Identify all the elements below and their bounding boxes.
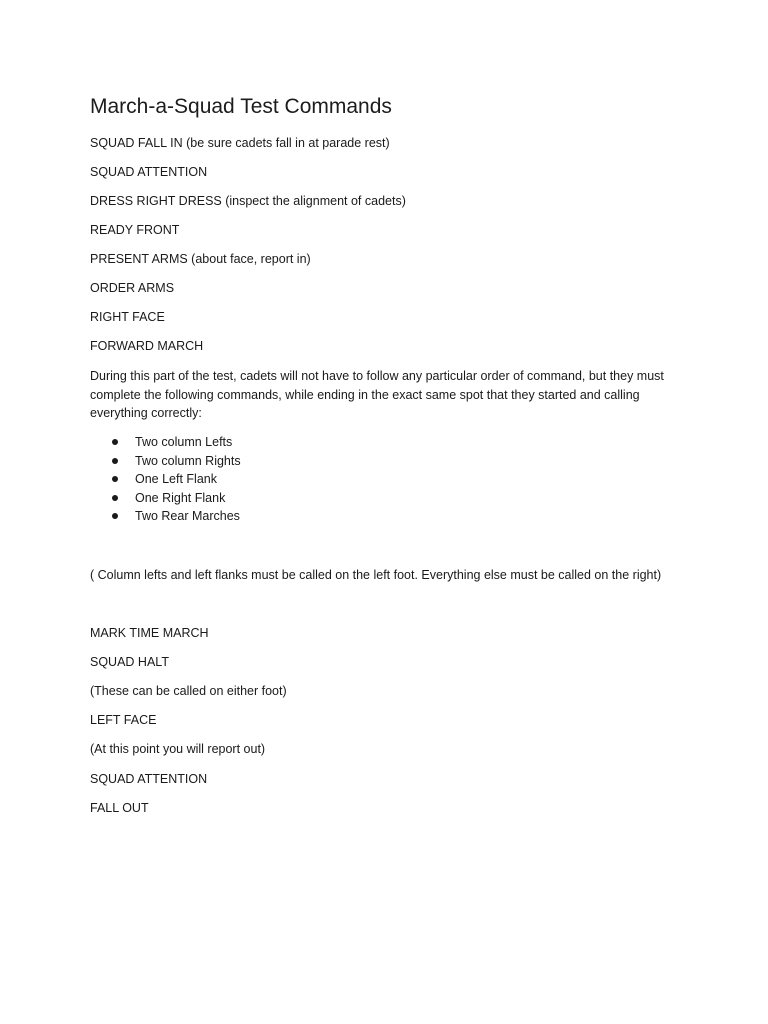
bullet-icon — [112, 476, 118, 482]
command-right-face: RIGHT FACE — [90, 310, 165, 324]
command-fall-out: FALL OUT — [90, 801, 149, 815]
bullet-icon — [112, 513, 118, 519]
command-squad-attention: SQUAD ATTENTION — [90, 165, 208, 179]
document-title: March-a-Squad Test Commands — [90, 95, 392, 118]
list-item-label: Two column Lefts — [135, 435, 233, 449]
list-item-label: Two column Rights — [135, 453, 241, 468]
command-left-face: LEFT FACE — [90, 713, 157, 727]
command-squad-halt: SQUAD HALT — [90, 655, 169, 669]
required-commands-list — [90, 433, 241, 526]
note-either-foot: (These can be called on either foot) — [90, 684, 287, 698]
list-item-label: Two Rear Marches — [135, 509, 240, 524]
command-order-arms: ORDER ARMS — [90, 281, 175, 295]
list-item — [90, 433, 241, 452]
command-dress-right-dress: DRESS RIGHT DRESS (inspect the alignment of cadets) — [90, 194, 406, 208]
command-squad-attention-final: SQUAD ATTENTION — [90, 772, 208, 786]
list-item-label: One Right Flank — [135, 490, 226, 505]
bullet-icon — [112, 458, 118, 464]
list-item — [90, 489, 241, 508]
list-item — [90, 470, 241, 489]
bullet-icon — [112, 439, 118, 445]
bullet-icon — [112, 495, 118, 501]
list-item — [90, 452, 241, 471]
command-ready-front: READY FRONT — [90, 223, 180, 237]
command-present-arms: PRESENT ARMS (about face, report in) — [90, 252, 311, 266]
foot-note: ( Column lefts and left flanks must be called on the left foot. Everything else must be called on the right) — [90, 568, 662, 582]
command-mark-time-march: MARK TIME MARCH — [90, 626, 209, 640]
instructions-paragraph: During this part of the test, cadets will not have to follow any particular order of command, but they must complete the following commands, while ending in the exact same spot that they started and calling everything correctly: — [90, 369, 664, 420]
list-item — [90, 507, 241, 526]
note-report-out: (At this point you will report out) — [90, 742, 266, 756]
command-forward-march: FORWARD MARCH — [90, 339, 204, 353]
command-squad-fall-in: SQUAD FALL IN (be sure cadets fall in at parade rest) — [90, 136, 390, 150]
list-item-label: One Left Flank — [135, 472, 217, 487]
